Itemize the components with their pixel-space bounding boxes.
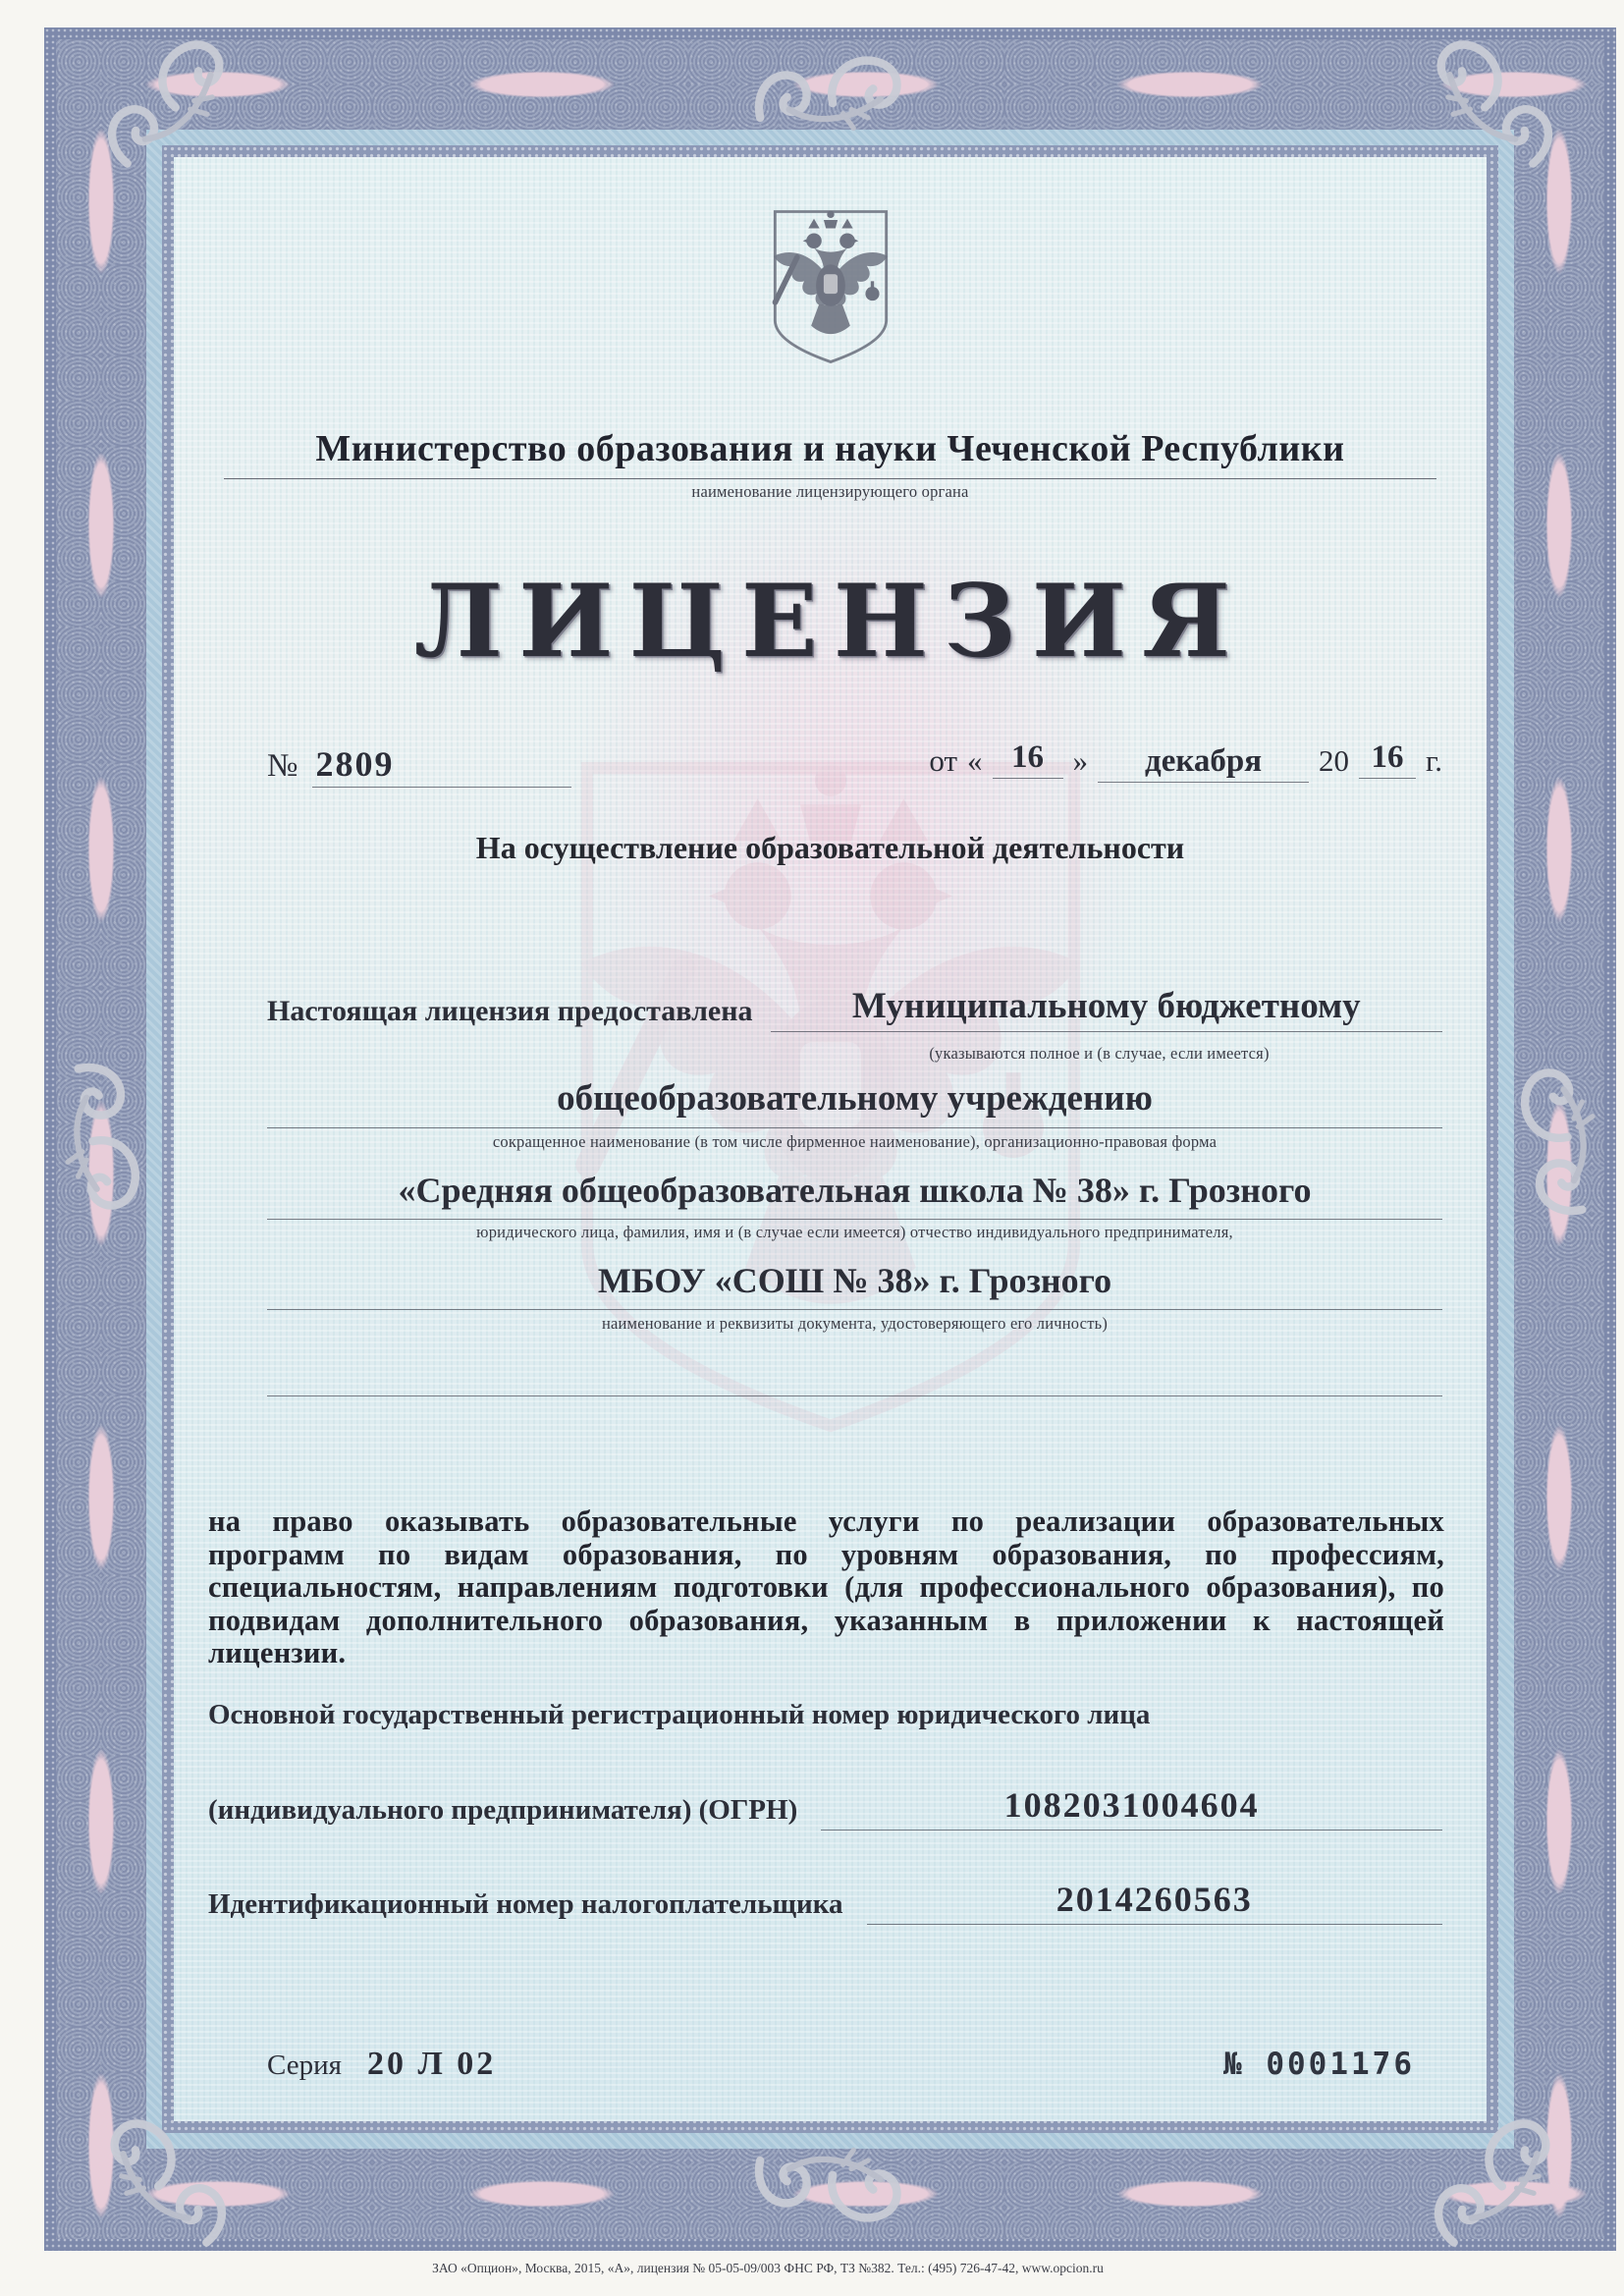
- grantee-caption-4: наименование и реквизиты документа, удостоверяющего его личность): [601, 1314, 1109, 1333]
- document-subtitle: На осуществление образовательной деятельности: [475, 830, 1185, 865]
- date-open-quote: «: [967, 743, 983, 778]
- date-close-quote: »: [1072, 743, 1089, 778]
- inn-row: [208, 1879, 1442, 1925]
- date-year-suffix: г.: [1426, 743, 1442, 778]
- series-label: Серия: [267, 2050, 342, 2081]
- grantee-name-line-3: «Средняя общеобразовательная школа № 38» г. Грозного: [267, 1170, 1442, 1220]
- authority-caption: наименование лицензирующего органа: [691, 482, 969, 501]
- ogrn-title-line: Основной государственный регистрационный номер юридического лица: [208, 1699, 1151, 1730]
- inner-dotted-frame: [162, 145, 1498, 2133]
- grantee-name-line-1: Муниципальному бюджетному: [771, 985, 1442, 1032]
- grantee-caption-1: (указываются полное и (в случае, если имеется): [929, 1044, 1270, 1063]
- edge-flourish-icon: [1510, 1046, 1603, 1232]
- date-year-value: 16: [1359, 739, 1416, 779]
- license-number-value: 2809: [312, 743, 571, 788]
- empty-fill-line: [267, 1360, 1442, 1396]
- grantee-intro-label: Настоящая лицензия предоставлена: [267, 995, 753, 1027]
- inn-value: 2014260563: [867, 1879, 1443, 1925]
- edge-flourish-icon: [737, 45, 924, 138]
- certificate: [44, 27, 1616, 2251]
- date-month-value: декабря: [1098, 743, 1309, 783]
- document-body: [206, 182, 1454, 2111]
- inn-label: Идентификационный номер налогоплательщика: [208, 1888, 843, 1920]
- date-year-prefix: 20: [1319, 743, 1350, 778]
- number-and-date-row: [206, 738, 1454, 796]
- blank-form-number: № 0001176: [1223, 2047, 1415, 2082]
- grantee-name-line-4: МБОУ «СОШ № 38» г. Грозного: [267, 1260, 1442, 1310]
- grantee-caption-3: юридического лица, фамилия, имя и (в случае если имеется) отчество индивидуального предпринимателя,: [476, 1223, 1233, 1241]
- series-value: 20 Л 02: [366, 2046, 497, 2082]
- ogrn-row: [208, 1784, 1442, 1831]
- edge-flourish-icon: [737, 2140, 924, 2233]
- rights-paragraph: на право оказывать образовательные услуги по реализации образовательных программ по видам образования, по уровням образования, по профессиям, специальностям, направлениям подготовки (для профессионального образования), по подвидам дополнительного образования, указанным в приложении к настоящей лицензии.: [208, 1504, 1444, 1669]
- license-number-label: №: [267, 748, 298, 784]
- printer-imprint-line: ЗАО «Опцион», Москва, 2015, «А», лицензия № 05-05-09/003 ФНС РФ, ТЗ №382. Тел.: (495) 726-47-42, www.opcion.ru: [432, 2261, 1104, 2275]
- grantee-caption-2: сокращенное наименование (в том числе фирменное наименование), организационно-правовая форма: [492, 1132, 1218, 1151]
- date-from-label: от: [929, 743, 958, 778]
- guilloche-border-band: [56, 39, 1604, 2239]
- grantee-name-line-2: общеобразовательному учреждению: [267, 1077, 1442, 1128]
- document-title: ЛИЦЕНЗИЯ: [413, 563, 1247, 681]
- outer-border-frame: [44, 27, 1616, 2251]
- grantee-intro-row: [267, 985, 1442, 1032]
- series-group: [267, 2046, 496, 2083]
- license-date-group: [929, 739, 1442, 783]
- licensing-authority-block: [206, 427, 1454, 502]
- licensing-authority-name: Министерство образования и науки Чеченской Республики: [315, 428, 1345, 469]
- ogrn-label: (индивидуального предпринимателя) (ОГРН): [208, 1794, 798, 1826]
- date-day-value: 16: [993, 739, 1063, 779]
- ogrn-value: 1082031004604: [821, 1784, 1442, 1831]
- coat-of-arms-icon: [761, 203, 900, 375]
- license-number-group: [267, 743, 571, 788]
- authority-underline: [224, 478, 1436, 479]
- series-row: [267, 2046, 1415, 2083]
- inner-border-strip: [146, 130, 1514, 2149]
- edge-flourish-icon: [58, 1046, 151, 1232]
- certificate-body-background: [174, 157, 1487, 2121]
